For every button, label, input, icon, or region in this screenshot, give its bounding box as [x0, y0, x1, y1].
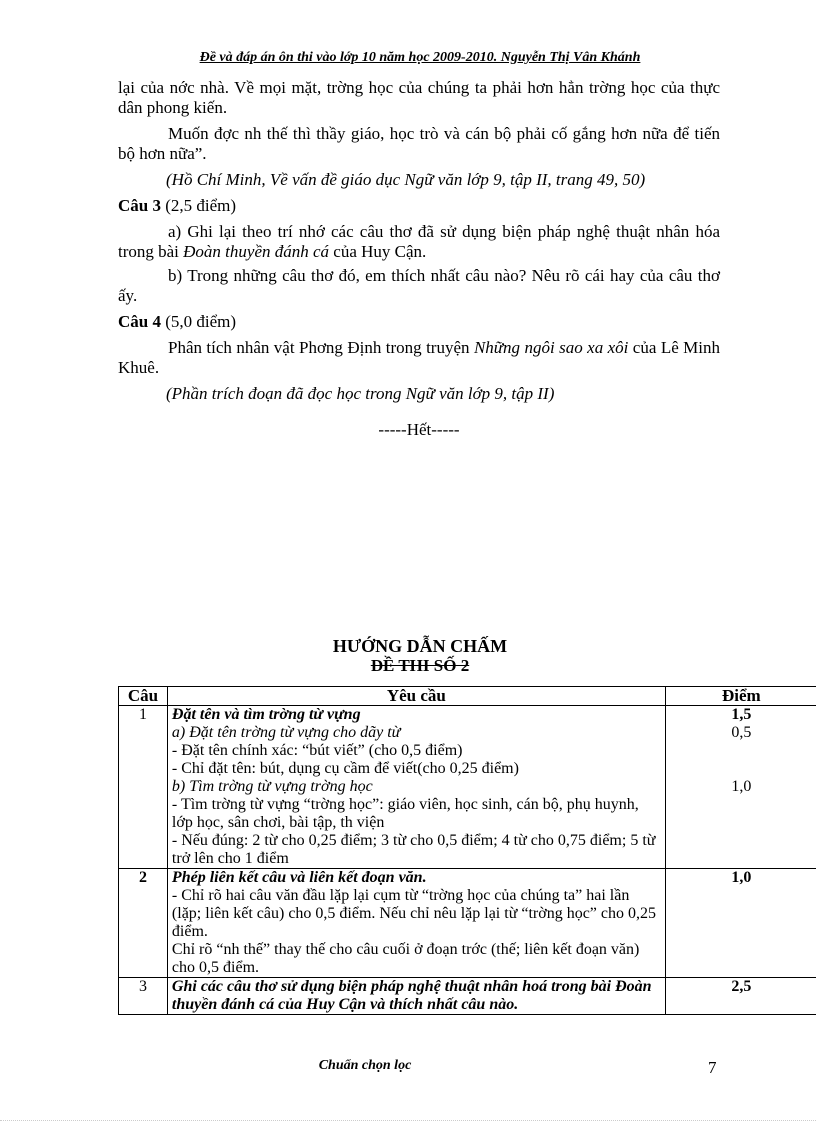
question-4-points: (5,0 điểm) [160, 312, 237, 331]
row-requirements [167, 869, 665, 978]
question-3-points: (2,5 điểm) [160, 196, 237, 215]
question-3a-suffix: của Huy Cận. [329, 242, 427, 261]
table-row [119, 978, 816, 1015]
guide-subtitle: ĐỀ THI SỐ 2 [370, 656, 470, 675]
running-header: Đề và đáp án ôn thi vào lớp 10 năm học 2009-2010. Nguyễn Thị Vân Khánh [199, 50, 641, 65]
score-spacer [670, 742, 813, 760]
question-3a [118, 222, 720, 262]
requirement-line: b) Tìm trờng từ vựng trờng học [171, 778, 373, 795]
question-4-note: (Phần trích đoạn đã đọc học trong Ngữ văn lớp 9, tập II) [166, 384, 555, 403]
question-4-heading [118, 312, 720, 332]
question-3-heading [118, 196, 720, 216]
row-scores [665, 706, 816, 869]
row-number: 2 [119, 869, 168, 978]
score-value: 1,5 [731, 706, 752, 723]
header-score: Điểm [665, 687, 816, 706]
score-value: 1,0 [731, 778, 752, 795]
row-number: 3 [119, 978, 168, 1015]
requirement-line: Đặt tên và tìm trờng từ vựng [171, 706, 361, 723]
poem-title: Đoàn thuyền đánh cá [183, 242, 330, 261]
requirement-line: Ghi các câu thơ sử dụng biện pháp nghệ thuật nhân hoá trong bài Đoàn thuyền đánh cá của Huy Cận và thích nhất câu nào. [171, 978, 652, 1013]
footer-label: Chuẩn chọn lọc [318, 1058, 412, 1073]
paragraph-1: lại của nớc nhà. Về mọi mặt, trờng học của chúng ta phải hơn hẳn trờng học của thực dân phong kiến. [118, 78, 720, 117]
question-4-text: Phân tích nhân vật Phơng Định trong truyện [168, 338, 474, 357]
table-header-row [119, 687, 816, 706]
score-value: 1,0 [665, 869, 816, 978]
score-value: 0,5 [731, 724, 752, 741]
end-marker: -----Hết----- [378, 420, 460, 439]
requirement-line: Chỉ rõ “nh thế” thay thế cho câu cuối ở đoạn trớc (thế; liên kết đoạn văn) cho 0,5 điểm. [171, 941, 640, 976]
requirement-line: - Tìm trờng từ vựng “trờng học”: giáo viên, học sinh, cán bộ, phụ huynh, lớp học, sân chơi, bài tập, th viện [171, 796, 639, 831]
requirement-line: - Đặt tên chính xác: “bút viết” (cho 0,5 điểm) [171, 742, 463, 759]
requirement-line: Phép liên kết câu và liên kết đoạn văn. [171, 869, 427, 886]
page-edge-divider [0, 1120, 816, 1121]
question-3a-text: a) Ghi lại theo trí nhớ các câu thơ đã sử dụng biện pháp nghệ thuật nhân hóa trong bài [118, 222, 720, 261]
score-value: 2,5 [665, 978, 816, 1015]
question-4-label: Câu 4 [118, 312, 161, 331]
table-row [119, 706, 816, 869]
citation-source: (Hồ Chí Minh, Về vấn đề giáo dục Ngữ văn lớp 9, tập II, trang 49, 50) [166, 170, 646, 189]
table-row [119, 869, 816, 978]
score-spacer [670, 760, 813, 778]
row-number: 1 [119, 706, 168, 869]
question-3b: b) Trong những câu thơ đó, em thích nhất câu nào? Nêu rõ cái hay của câu thơ ấy. [118, 266, 720, 305]
question-4-suffix: của Lê Minh Khuê. [118, 338, 721, 377]
requirement-line: - Chỉ rõ hai câu văn đầu lặp lại cụm từ “trờng học của chúng ta” hai lần (lặp; liên kết câu) cho 0,5 điểm. Nếu chỉ nêu lặp lại từ “trờng học” cho 0,25 điểm. [171, 887, 657, 940]
header-requirement: Yêu cầu [167, 687, 665, 706]
question-3-label: Câu 3 [118, 196, 161, 215]
question-4 [118, 338, 720, 378]
requirement-line: - Nếu đúng: 2 từ cho 0,25 điểm; 3 từ cho 0,5 điểm; 4 từ cho 0,75 điểm; 5 từ trở lên cho 1 điểm [171, 832, 656, 867]
requirement-line: a) Đặt tên trờng từ vựng cho dãy từ [171, 724, 401, 741]
requirement-line: - Chỉ đặt tên: bút, dụng cụ cầm để viết(cho 0,25 điểm) [171, 760, 519, 777]
guide-title: HƯỚNG DẪN CHẤM [332, 636, 508, 656]
row-requirements [167, 706, 665, 869]
header-question: Câu [119, 687, 168, 706]
page-number: 7 [708, 1058, 717, 1077]
story-title: Những ngôi sao xa xôi [473, 338, 629, 357]
paragraph-2: Muốn đợc nh thế thì thầy giáo, học trò và cán bộ phải cố gắng hơn nữa để tiến bộ hơn nữa”. [118, 124, 720, 163]
grading-table [118, 686, 816, 1015]
row-requirements [167, 978, 665, 1015]
